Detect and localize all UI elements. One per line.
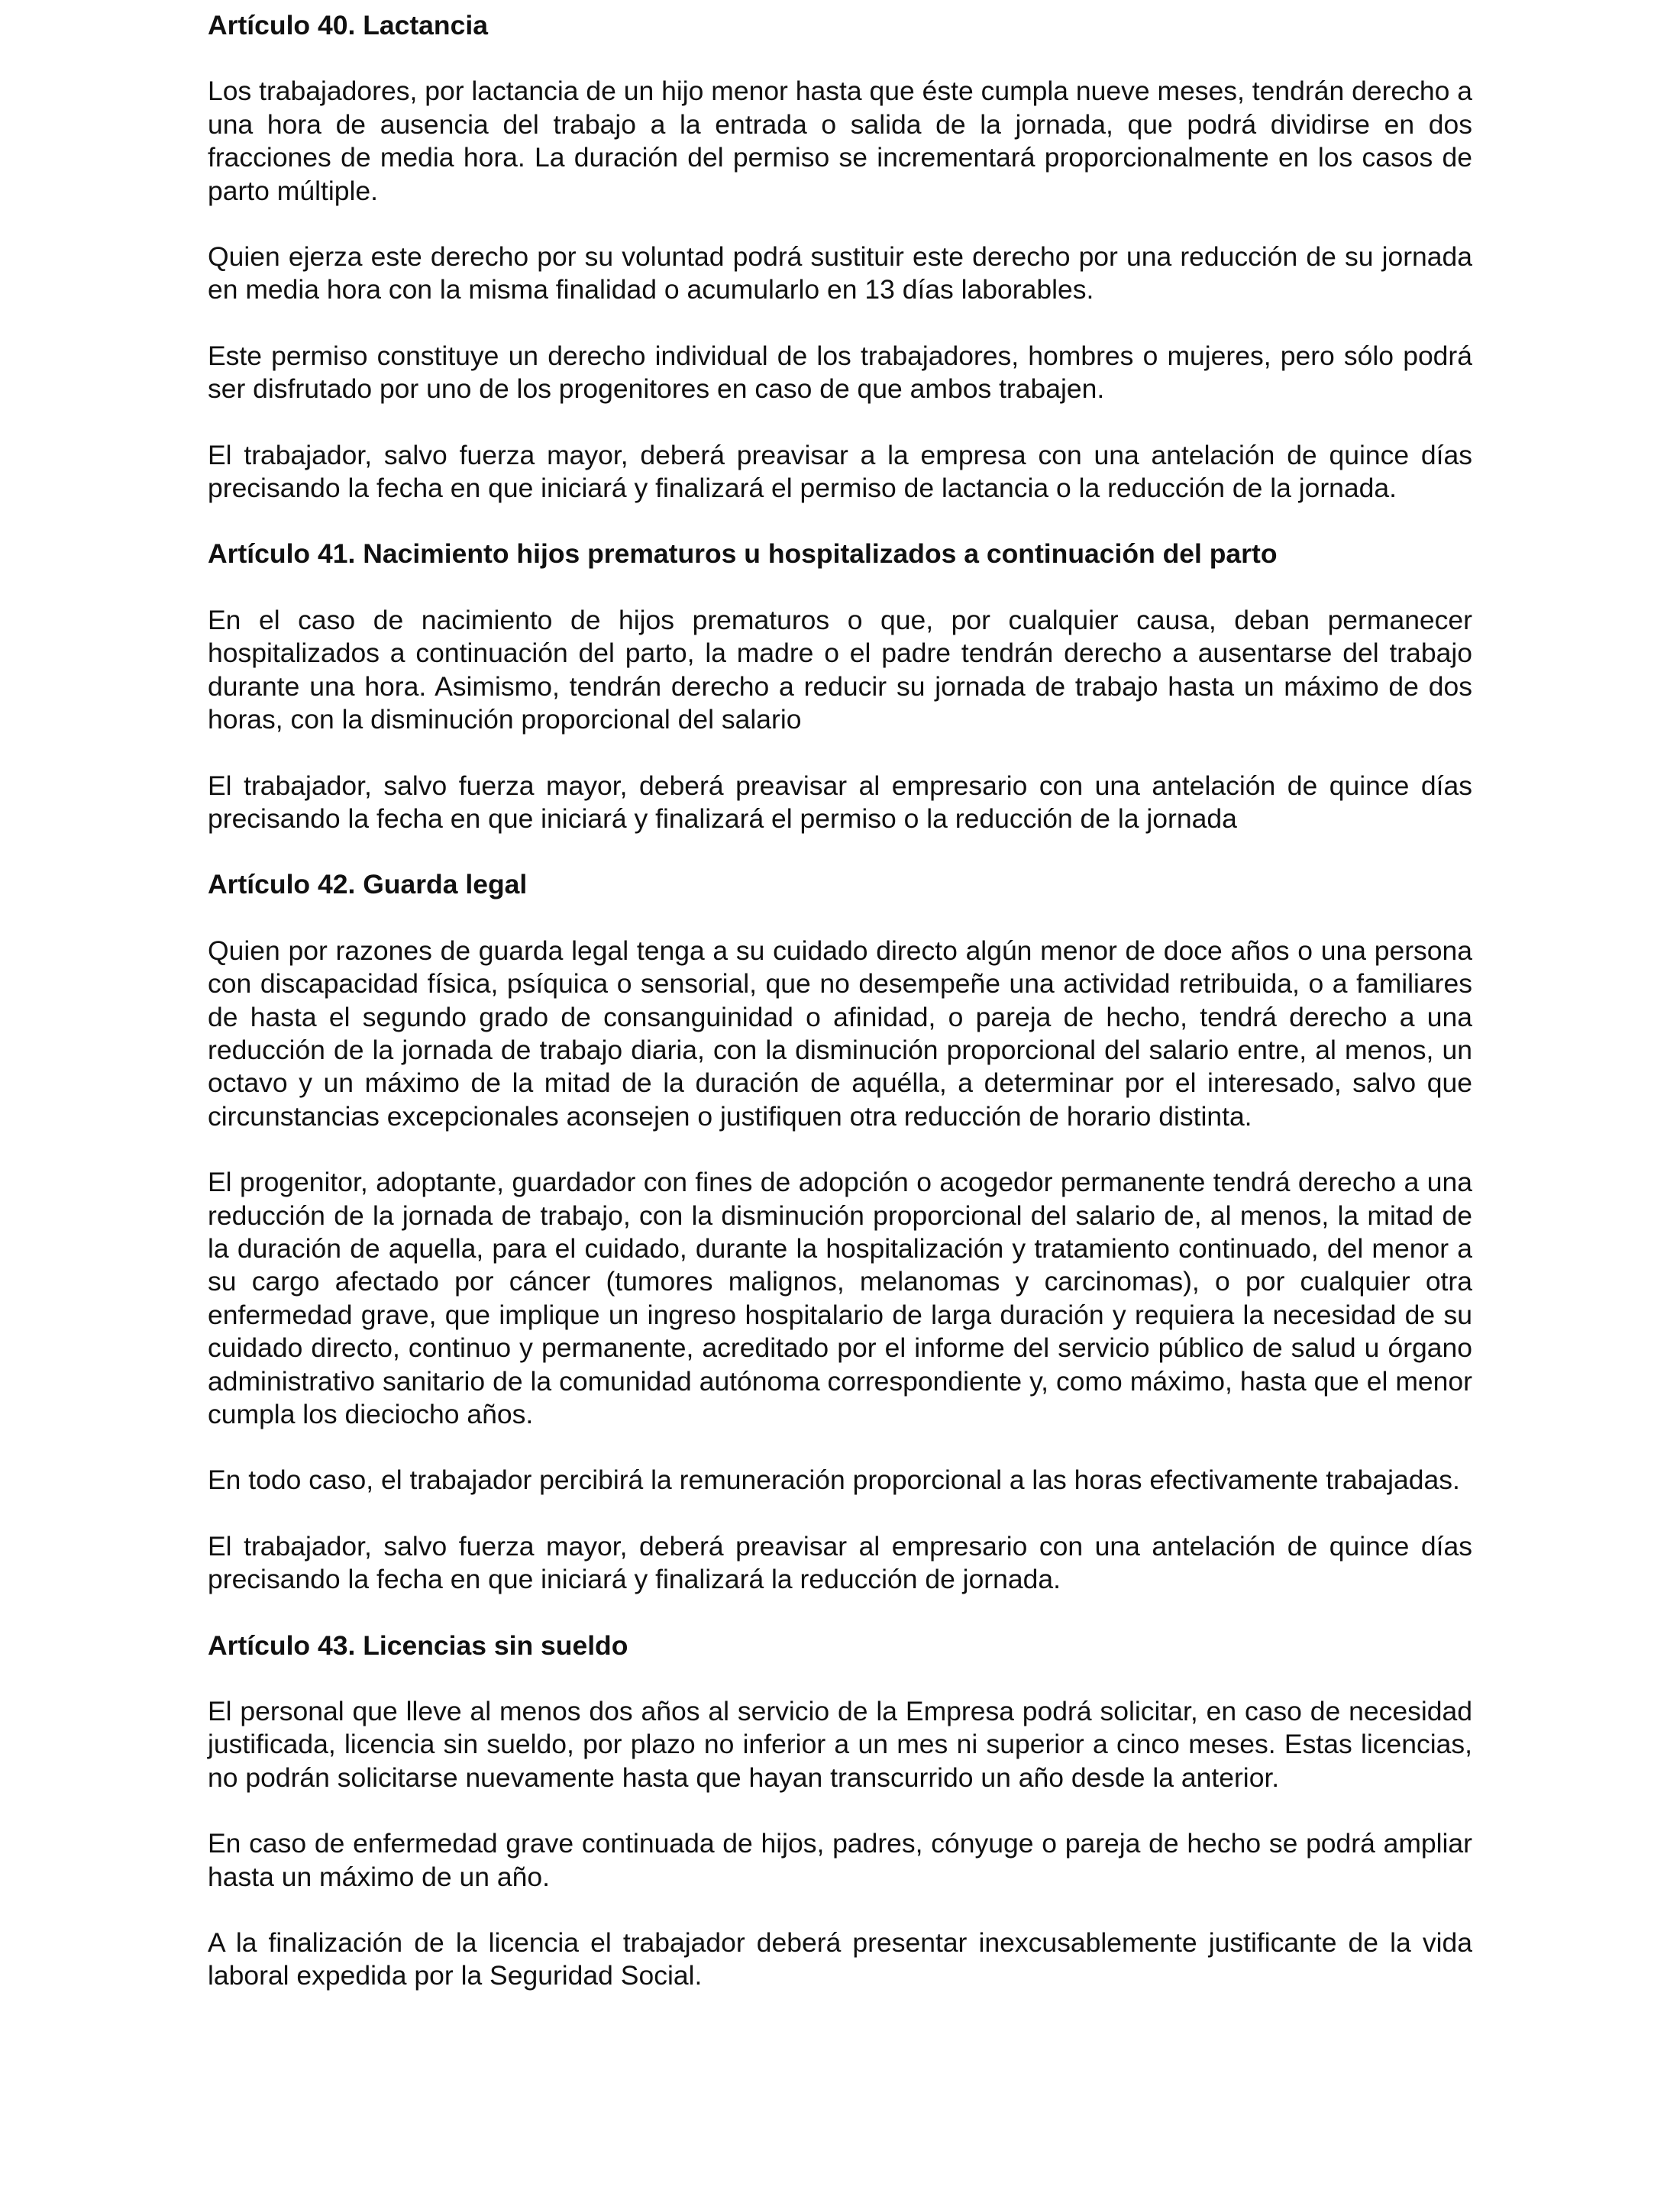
article-heading: Artículo 40. Lactancia	[208, 10, 488, 40]
paragraph: El trabajador, salvo fuerza mayor, deberá preavisar a la empresa con una antelación de quince días precisando la fecha en que iniciará y finalizará el permiso de lactancia o la reducción de la jornada.	[208, 439, 1472, 504]
document-page	[208, 9, 1472, 1993]
article-40	[208, 9, 1472, 505]
paragraph: En el caso de nacimiento de hijos prematuros o que, por cualquier causa, deban permanecer hospitalizados a continuación del parto, la madre o el padre tendrán derecho a ausentarse del trabajo durante una hora. Asimismo, tendrán derecho a reducir su jornada de trabajo hasta un máximo de dos horas, con la disminución proporcional del salario	[208, 604, 1472, 735]
article-42	[208, 868, 1472, 1596]
article-heading: Artículo 42. Guarda legal	[208, 869, 528, 900]
article-43	[208, 1629, 1472, 1993]
article-heading: Artículo 43. Licencias sin sueldo	[208, 1629, 628, 1661]
paragraph: Los trabajadores, por lactancia de un hijo menor hasta que éste cumpla nueve meses, tendrán derecho a una hora de ausencia del trabajo a la entrada o salida de la jornada, que podrá dividirse en dos fracciones de media hora. La duración del permiso se incrementará proporcionalmente en los casos de parto múltiple.	[208, 76, 1472, 206]
paragraph: Este permiso constituye un derecho individual de los trabajadores, hombres o mujeres, pero sólo podrá ser disfrutado por uno de los progenitores en caso de que ambos trabajen.	[208, 340, 1472, 405]
paragraph: Quien por razones de guarda legal tenga a su cuidado directo algún menor de doce años o una persona con discapacidad física, psíquica o sensorial, que no desempeñe una actividad retribuida, o a familiares de hasta el segundo grado de consanguinidad o afinidad, o pareja de hecho, tendrá derecho a una reducción de la jornada de trabajo diaria, con la disminución proporcional del salario entre, al menos, un octavo y un máximo de la mitad de la duración de aquélla, a determinar por el interesado, salvo que circunstancias excepcionales aconsejen o justifiquen otra reducción de horario distinta.	[208, 935, 1472, 1132]
paragraph: El personal que lleve al menos dos años al servicio de la Empresa podrá solicitar, en caso de necesidad justificada, licencia sin sueldo, por plazo no inferior a un mes ni superior a cinco meses. Estas licencias, no podrán solicitarse nuevamente hasta que hayan transcurrido un año desde la anterior.	[208, 1696, 1472, 1793]
paragraph: El trabajador, salvo fuerza mayor, deberá preavisar al empresario con una antelación de quince días precisando la fecha en que iniciará y finalizará la reducción de jornada.	[208, 1530, 1472, 1595]
article-41	[208, 538, 1472, 835]
paragraph: El progenitor, adoptante, guardador con fines de adopción o acogedor permanente tendrá derecho a una reducción de la jornada de trabajo, con la disminución proporcional del salario de, al menos, la mitad de la duración de aquella, para el cuidado, durante la hospitalización y tratamiento continuado, del menor a su cargo afectado por cáncer (tumores malignos, melanomas y carcinomas), o por cualquier otra enfermedad grave, que implique un ingreso hospitalario de larga duración y requiera la necesidad de su cuidado directo, continuo y permanente, acreditado por el informe del servicio público de salud u órgano administrativo sanitario de la comunidad autónoma correspondiente y, como máximo, hasta que el menor cumpla los dieciocho años.	[208, 1167, 1472, 1429]
paragraph: En caso de enfermedad grave continuada de hijos, padres, cónyuge o pareja de hecho se podrá ampliar hasta un máximo de un año.	[208, 1828, 1472, 1892]
paragraph: En todo caso, el trabajador percibirá la remuneración proporcional a las horas efectivamente trabajadas.	[208, 1465, 1460, 1496]
paragraph: Quien ejerza este derecho por su voluntad podrá sustituir este derecho por una reducción de su jornada en media hora con la misma finalidad o acumularlo en 13 días laborables.	[208, 241, 1472, 305]
article-heading: Artículo 41. Nacimiento hijos prematuros u hospitalizados a continuación del parto	[208, 538, 1278, 570]
paragraph: El trabajador, salvo fuerza mayor, deberá preavisar al empresario con una antelación de quince días precisando la fecha en que iniciará y finalizará el permiso o la reducción de la jornada	[208, 770, 1472, 834]
paragraph: A la finalización de la licencia el trabajador deberá presentar inexcusablemente justificante de la vida laboral expedida por la Seguridad Social.	[208, 1927, 1472, 1991]
